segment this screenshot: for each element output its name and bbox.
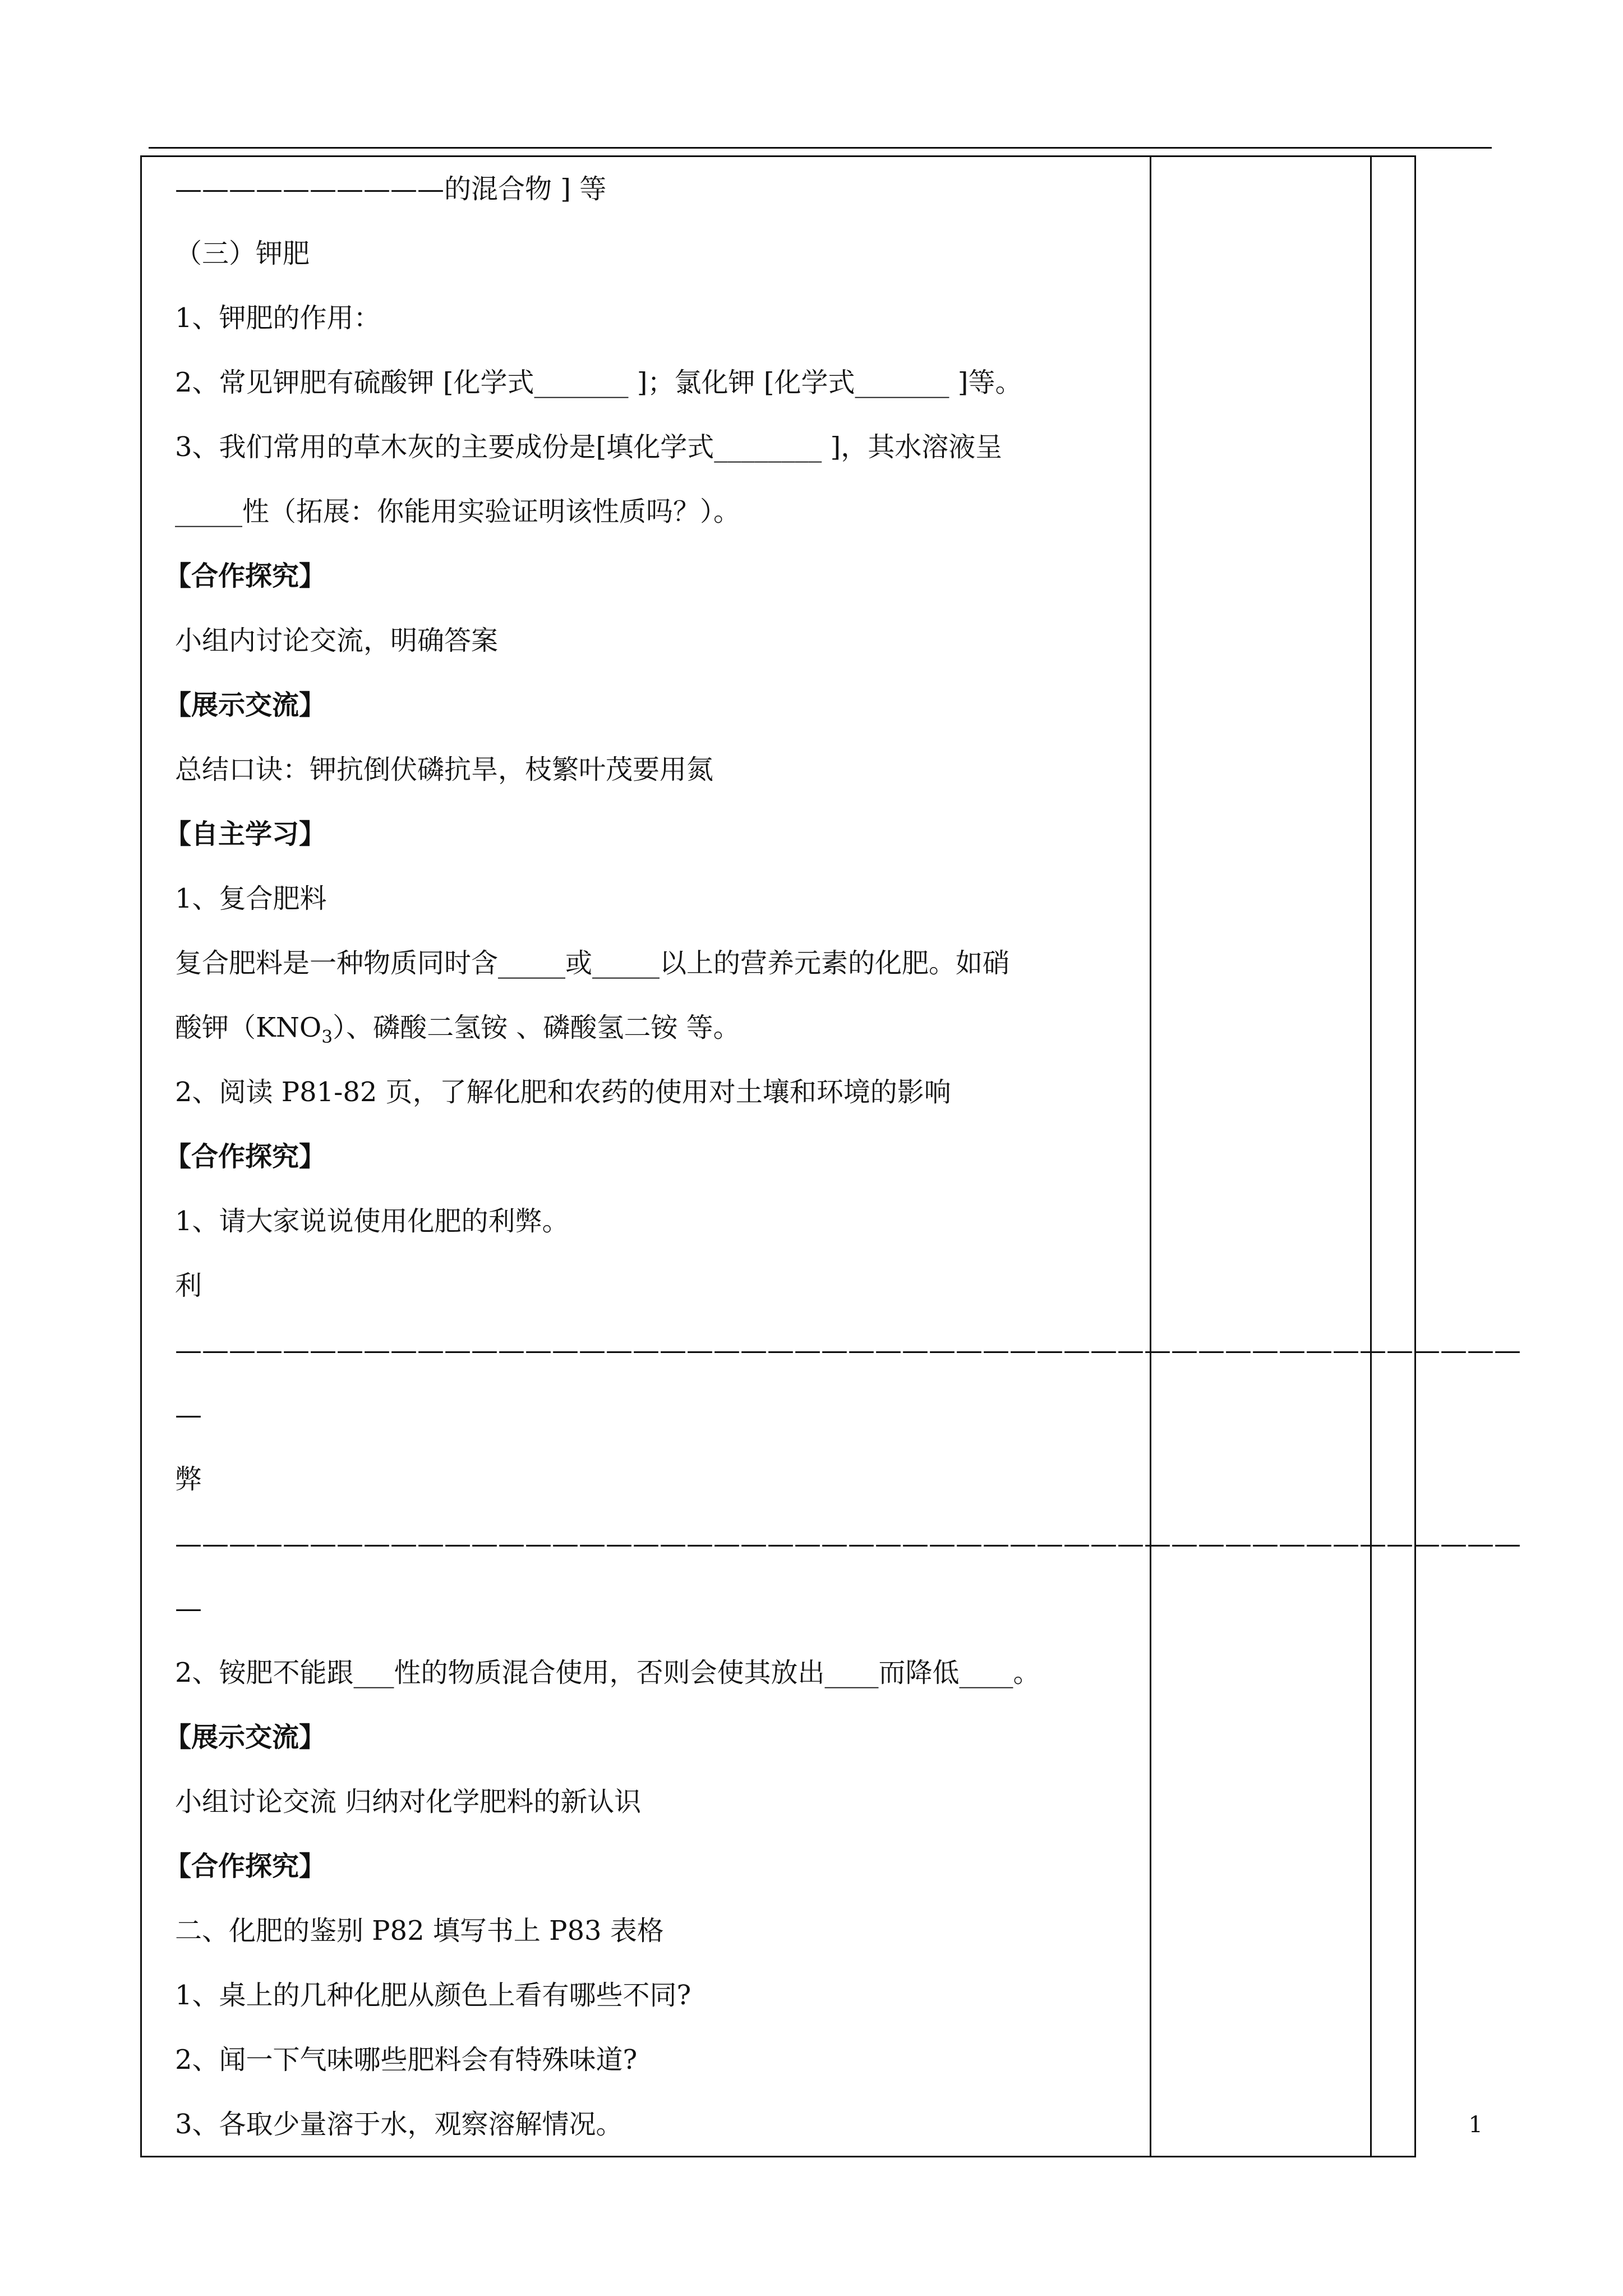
- lesson-table: [140, 155, 1521, 2157]
- page-number: 1: [1468, 2112, 1483, 2138]
- subscript: 3: [321, 1027, 333, 1047]
- text-line: 总结口诀：钾抗倒伏磷抗旱，枝繁叶茂要用氮: [175, 754, 714, 785]
- text-line: 小组内讨论交流，明确答案: [175, 625, 499, 656]
- answer-line: ——————————————————————————————————————————————————: [175, 1528, 1521, 1559]
- heading-cooperative-inquiry: 【合作探究】: [164, 1851, 326, 1882]
- text-line: 1、请大家说说使用化肥的利弊。: [175, 1205, 569, 1237]
- text-line: 1、桌上的几种化肥从颜色上看有哪些不同?: [175, 1980, 691, 2011]
- text-line: 1、钾肥的作用：: [175, 302, 381, 334]
- answer-line: —: [175, 1593, 202, 1624]
- text-line: 2、铵肥不能跟___性的物质混合使用，否则会使其放出____而降低____。: [175, 1657, 1040, 1688]
- text-line: 2、阅读 P81-82 页，了解化肥和农药的使用对土壤和环境的影响: [175, 1076, 951, 1108]
- text-line: 2、闻一下气味哪些肥料会有特殊味道?: [175, 2044, 638, 2076]
- text-fragment: 酸钾（KNO: [175, 1012, 322, 1043]
- label-disadvantage: 弊: [175, 1464, 202, 1495]
- heading-display-exchange: 【展示交流】: [164, 689, 326, 721]
- text-line: 3、各取少量溶于水，观察溶解情况。: [175, 2109, 623, 2140]
- answer-line: —: [175, 1399, 202, 1430]
- text-line: 3、我们常用的草木灰的主要成份是[填化学式________ ]，其水溶液呈: [175, 431, 1003, 463]
- heading-self-study: 【自主学习】: [164, 818, 326, 850]
- heading-cooperative-inquiry: 【合作探究】: [164, 560, 326, 592]
- heading-display-exchange: 【展示交流】: [164, 1722, 326, 1753]
- text-line-formula: [175, 1014, 740, 1046]
- text-line: 复合肥料是一种物质同时含_____或_____以上的营养元素的化肥。如硝: [175, 947, 1010, 979]
- header-rule: [149, 147, 1492, 149]
- text-fragment: ）、磷酸二氢铵 、磷酸氢二铵 等。: [333, 1012, 740, 1043]
- text-line: 2、常见钾肥有硫酸钾 [化学式_______ ]；氯化钾 [化学式_______ ]等。: [175, 367, 1022, 398]
- text-line: ——————————的混合物 ] 等: [175, 173, 607, 205]
- text-line: 1、复合肥料: [175, 883, 327, 914]
- text-line: 小组讨论交流 归纳对化学肥料的新认识: [175, 1786, 642, 1818]
- heading-cooperative-inquiry: 【合作探究】: [164, 1141, 326, 1172]
- main-content-cell: [142, 157, 1521, 2156]
- column-divider-2: [1370, 157, 1372, 2156]
- label-advantage: 利: [175, 1270, 202, 1301]
- text-line: 二、化肥的鉴别 P82 填写书上 P83 表格: [175, 1915, 664, 1947]
- section-title-potassium: （三）钾肥: [175, 238, 310, 269]
- text-line: _____性（拓展：你能用实验证明该性质吗？）。: [175, 496, 741, 527]
- answer-line: ——————————————————————————————————————————————————: [175, 1335, 1521, 1366]
